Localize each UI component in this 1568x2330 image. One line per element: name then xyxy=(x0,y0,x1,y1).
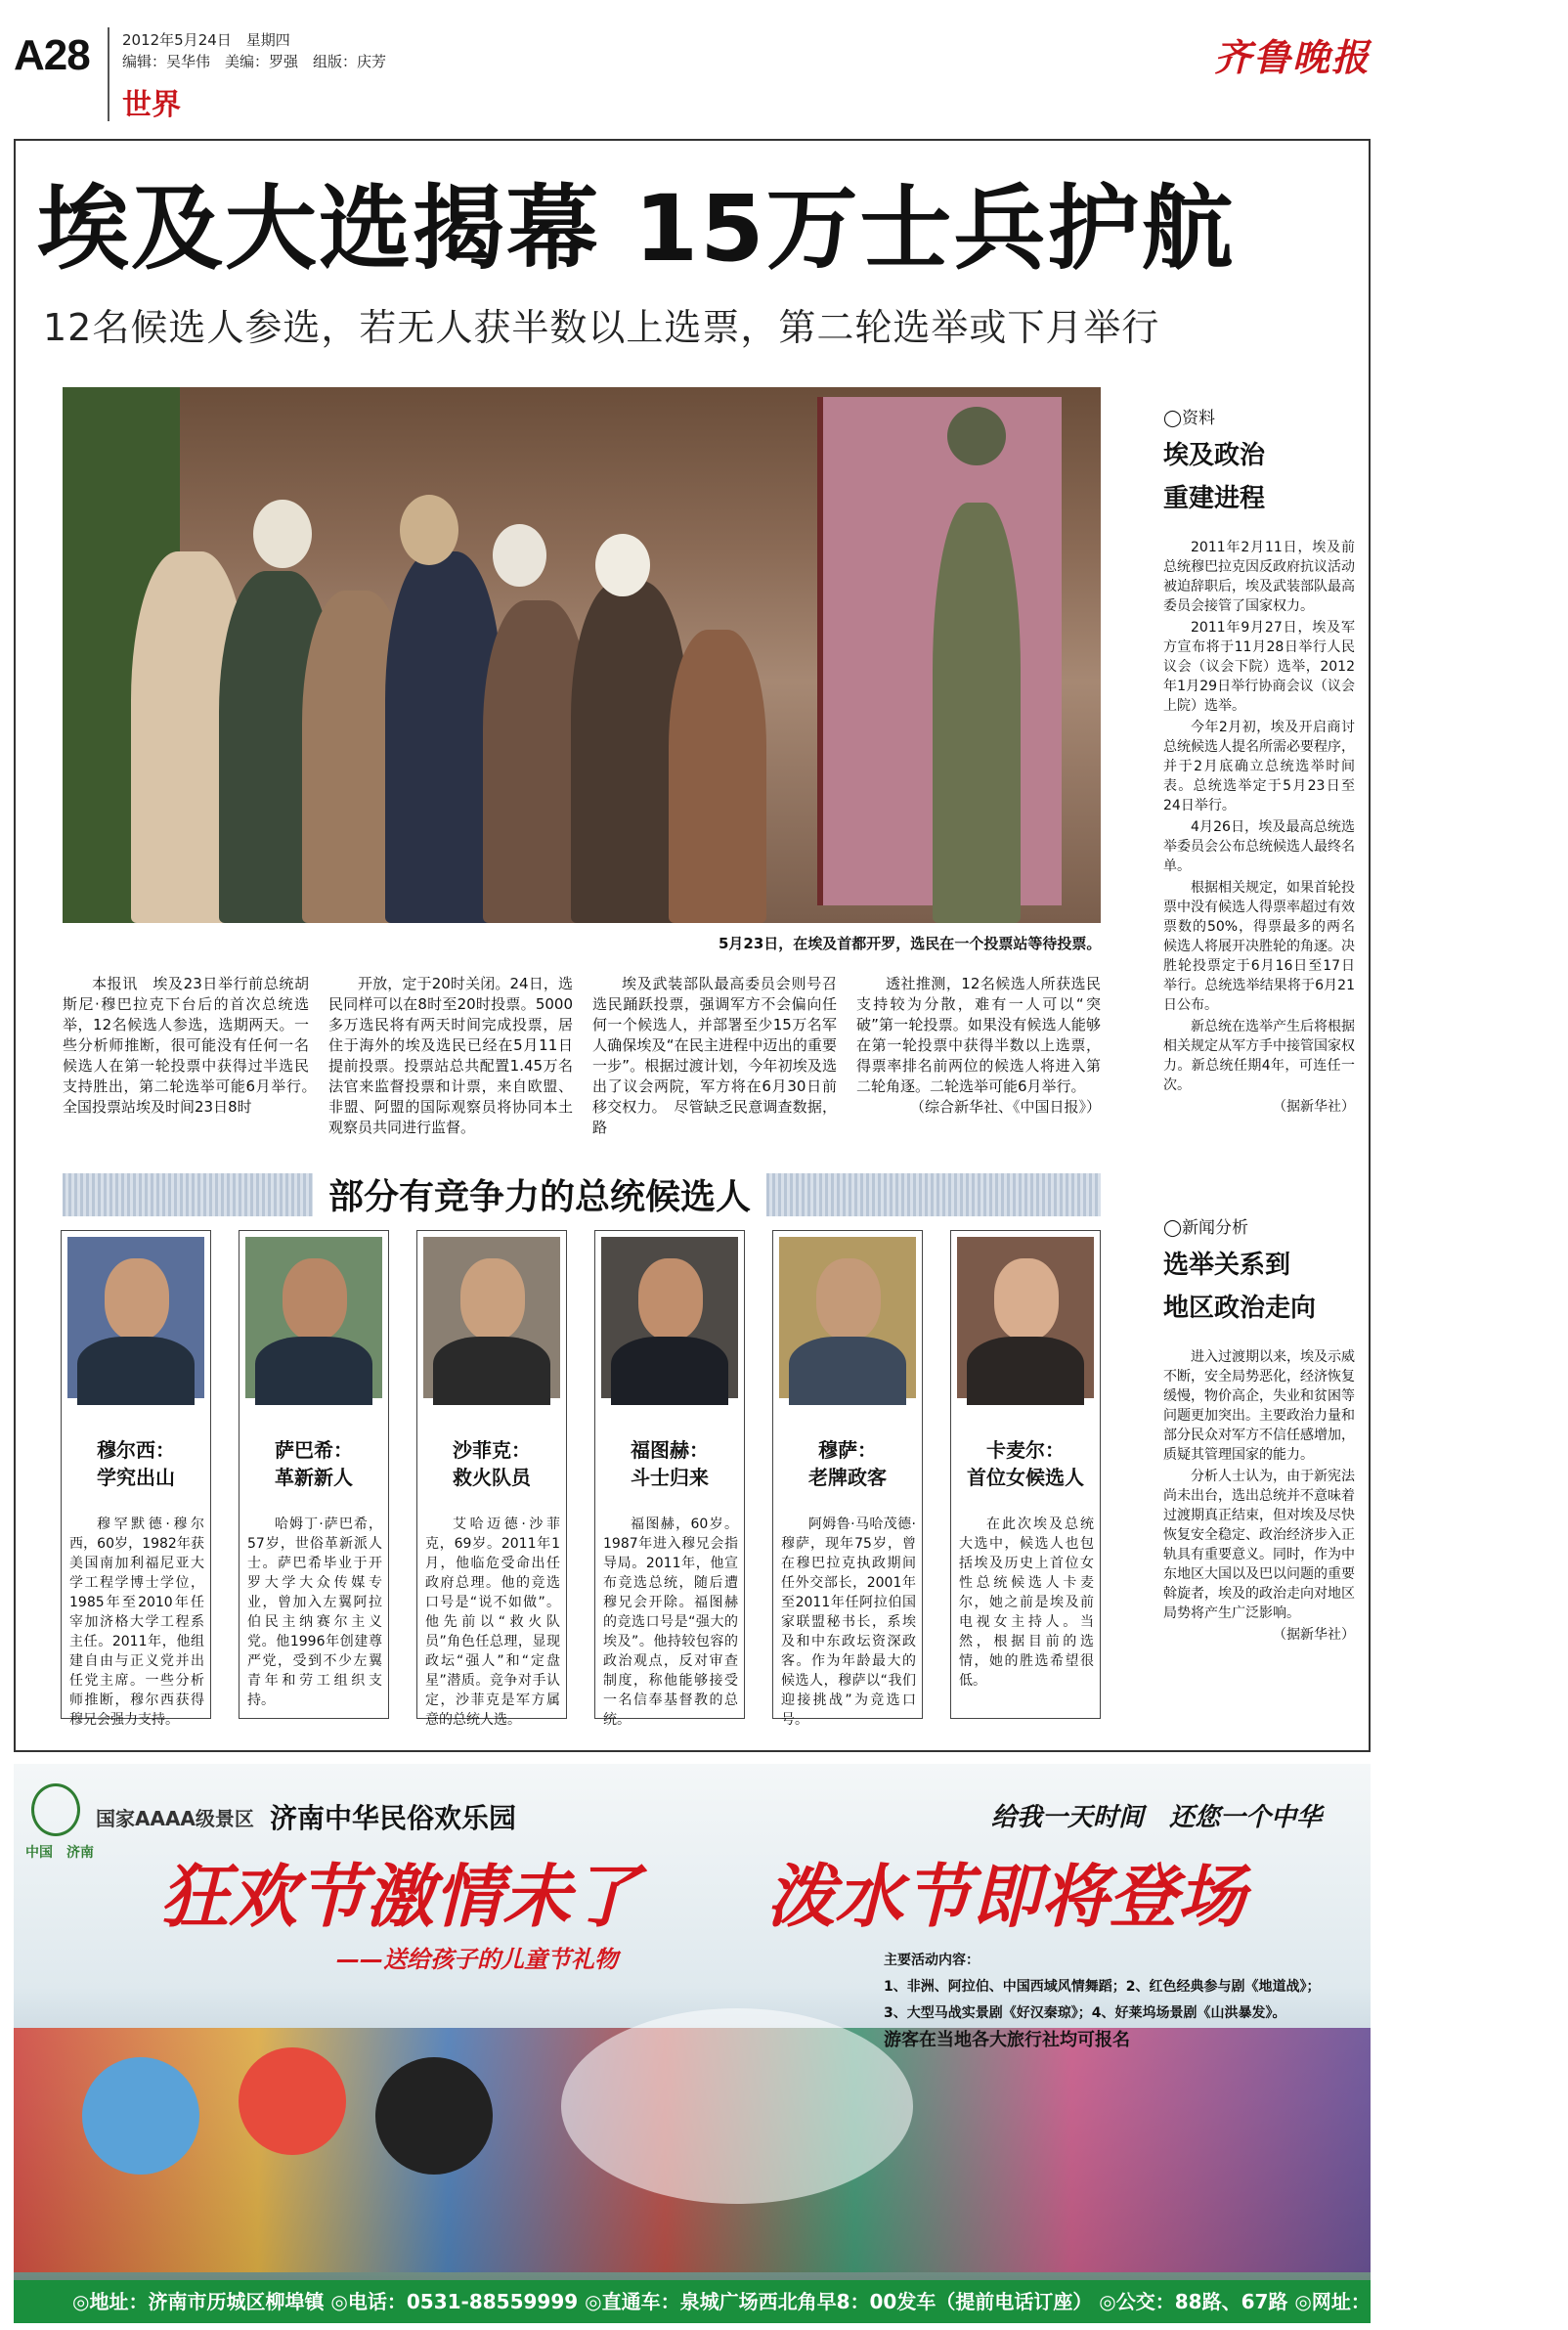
candidate-tagline: 老牌政客 xyxy=(808,1466,887,1489)
sidebar-background-info xyxy=(1163,409,1355,1117)
photo-caption: 5月23日，在埃及首都开罗，选民在一个投票站等待投票。 xyxy=(719,935,1102,952)
ad-activities xyxy=(884,1948,1320,2053)
ad-mascot xyxy=(82,2057,199,2175)
ad-water-splash xyxy=(561,2008,913,2204)
ad-activities-title: 主要活动内容： xyxy=(884,1953,980,1968)
candidate-bio: 哈姆丁·萨巴希，57岁，世俗革新派人士。萨巴希毕业于开罗大学大众传媒专业，曾加入左翼阿拉伯民主纳赛尔主义党。他1996年创建尊严党，受到不少左翼青年和劳工组织支持。 xyxy=(247,1517,382,1708)
park-logo xyxy=(31,1783,80,1836)
candidate-name: 萨巴希： xyxy=(275,1438,353,1462)
sidebar-paragraph: 2011年2月11日，埃及前总统穆巴拉克因反政府抗议活动被迫辞职后，埃及武装部队最高委员会接管了国家权力。 xyxy=(1163,540,1355,614)
photo-headscarf xyxy=(493,524,546,587)
sidebar-source: （据新华社） xyxy=(1273,1099,1355,1115)
candidate-photo xyxy=(957,1237,1094,1398)
candidate-name: 穆尔西： xyxy=(97,1438,175,1462)
advertisement xyxy=(14,1764,1568,2323)
ad-headline-water-festival: 泼水节即将登场 xyxy=(766,1857,1245,1937)
ad-childrens-day: ——送给孩子的儿童节礼物 xyxy=(336,1946,618,1973)
candidate-photo xyxy=(245,1237,382,1398)
headline: 埃及大选揭幕 15万士兵护航 xyxy=(37,176,1236,283)
ad-grade: 国家AAAA级景区 xyxy=(96,1807,254,1830)
ad-mascot xyxy=(375,2057,493,2175)
candidate-tagline: 斗士归来 xyxy=(631,1466,709,1489)
sidebar-source: （据新华社） xyxy=(1273,1627,1355,1643)
article-column-1 xyxy=(63,974,325,1118)
header-divider xyxy=(108,27,109,121)
page-header xyxy=(10,20,1378,127)
candidate-bio: 福图赫，60岁。1987年进入穆兄会指导局。2011年，他宣布竞选总统，随后遭穆兄会开除。福图赫的竞选口号是“强大的埃及”。他持较包容的政治观点，反对审查制度，称他能够接受一名信奉基督教的总统。 xyxy=(603,1517,738,1728)
article-source: （综合新华社、《中国日报》） xyxy=(909,1098,1101,1116)
ad-slogan: 给我一天时间 还您一个中华 xyxy=(991,1803,1323,1832)
candidate-photo xyxy=(779,1237,916,1398)
sidebar-body xyxy=(1163,538,1355,1117)
ad-activity: 3、大型马战实景剧《好汉秦琼》；4、好莱坞场景剧《山洪暴发》。 xyxy=(884,2005,1286,2021)
main-photo xyxy=(63,387,1101,923)
candidate-bio: 艾哈迈德·沙菲克，69岁。2011年1月，他临危受命出任政府总理。他的竞选口号是“说不如做”。他先前以“救火队员”角色任总理，显现政坛“强人”和“定盘星”潜质。竞争对手认定，沙菲克是军方属意的总统人选。 xyxy=(425,1517,560,1728)
ad-activity: 1、非洲、阿拉伯、中国西域风情舞蹈；2、红色经典参与剧《地道战》； xyxy=(884,1979,1321,1995)
sidebar-body xyxy=(1163,1347,1355,1645)
candidate-tagline: 首位女候选人 xyxy=(967,1466,1084,1489)
candidate-card xyxy=(416,1230,567,1728)
ad-activities-note: 游客在当地各大旅行社均可报名 xyxy=(884,2030,1130,2050)
candidate-photo xyxy=(601,1237,738,1398)
candidate-name: 福图赫： xyxy=(631,1438,709,1462)
sidebar-title-line: 选举关系到 xyxy=(1163,1251,1291,1280)
candidate-photo xyxy=(67,1237,204,1398)
photo-voter xyxy=(669,630,766,923)
sidebar-title xyxy=(1163,434,1355,520)
candidate-card xyxy=(950,1230,1101,1719)
article-text: 透社推测，12名候选人所获选民支持较为分散，难有一人可以“突破”第一轮投票。如果没有候选人能够在第一轮投票中获得半数以上选票，得票率排名前两位的候选人将进入第二轮角逐。二轮选举可能6月举行。 xyxy=(856,975,1101,1095)
ad-mascot xyxy=(239,2047,346,2155)
header-meta xyxy=(122,29,386,72)
article-text: 本报讯 埃及23日举行前总统胡斯尼·穆巴拉克下台后的首次总统选举，12名候选人参选，选期两天。一些分析师推断，很可能没有任何一名候选人在第一轮投票中获得过半选民支持胜出，第二轮选举可能6月举行。 全国投票站埃及时间23日8时 xyxy=(63,975,325,1116)
candidate-bio: 阿姆鲁·马哈茂德·穆萨，现年75岁，曾在穆巴拉克执政期间任外交部长，2001年至2011年任阿拉伯国家联盟秘书长，系埃及和中东政坛资深政客。作为年龄最大的候选人，穆萨以“我们迎接挑战”为竞选口号。 xyxy=(781,1517,916,1728)
photo-headscarf xyxy=(400,495,458,565)
sidebar-tag: ◯新闻分析 xyxy=(1163,1218,1249,1238)
photo-soldier xyxy=(933,503,1021,923)
candidate-card xyxy=(772,1230,923,1728)
ad-park-name: 济南中华民俗欢乐园 xyxy=(270,1802,517,1834)
candidate-photo xyxy=(423,1237,560,1398)
candidate-card xyxy=(61,1230,211,1728)
article-text: 埃及武装部队最高委员会则号召选民踊跃投票，强调军方不会偏向任何一个候选人，并部署至少15万名军人确保埃及“在民主进程中迈出的重要一步”。根据过渡计划，今年初埃及选出了议会两院，军方将在6月30日前移交权力。 尽管缺乏民意调查数据，路 xyxy=(592,975,837,1136)
candidate-tagline: 学究出山 xyxy=(97,1466,175,1489)
sidebar-title-line: 埃及政治 xyxy=(1163,441,1266,470)
sidebar-paragraph: 4月26日，埃及最高总统选举委员会公布总统候选人最终名单。 xyxy=(1163,819,1355,874)
candidate-card xyxy=(594,1230,745,1728)
sidebar-paragraph: 根据相关规定，如果首轮投票中没有候选人得票率超过有效票数的50%，得票最多的两名候选人将展开决胜轮的角逐。决胜轮投票定于6月16日至17日举行。总统选举结果将于6月21日公布。 xyxy=(1163,880,1355,1013)
candidate-tagline: 革新新人 xyxy=(275,1466,353,1489)
sidebar-title-line: 重建进程 xyxy=(1163,484,1266,513)
ad-headline-carnival: 狂欢节激情未了 xyxy=(160,1857,639,1937)
candidate-name: 穆萨： xyxy=(818,1438,877,1462)
masthead-logo: 齐鲁晚报 xyxy=(1213,35,1371,79)
article-column-3 xyxy=(592,974,837,1138)
subheadline: 12名候选人参选，若无人获半数以上选票，第二轮选举或下月举行 xyxy=(43,306,1160,349)
candidate-bio: 在此次埃及总统大选中，候选人也包括埃及历史上首位女性总统候选人卡麦尔，她之前是埃及前电视女主持人。当然，根据目前的选情，她的胜选希望很低。 xyxy=(959,1517,1094,1689)
photo-headscarf xyxy=(595,534,650,596)
sidebar-analysis xyxy=(1163,1218,1355,1645)
sidebar-paragraph: 进入过渡期以来，埃及示威不断，安全局势恶化，经济恢复缓慢，物价高企，失业和贫困等问题更加突出。主要政治力量和部分民众对军方不信任感增加，质疑其管理国家的能力。 xyxy=(1163,1349,1355,1463)
candidate-card xyxy=(239,1230,389,1719)
sidebar-title xyxy=(1163,1244,1355,1330)
article-column-4 xyxy=(856,974,1101,1118)
sidebar-tag: ◯资料 xyxy=(1163,409,1216,428)
ad-contact-bar: ◎地址：济南市历城区柳埠镇 ◎电话：0531-88559999 ◎直通车：泉城广场西北角早8：00发车（提前电话订座） ◎公交：88路、67路 ◎网址：www.9dingta.com xyxy=(14,2280,1371,2323)
ad-location: 中国 济南 xyxy=(25,1845,94,1861)
candidate-name: 沙菲克： xyxy=(453,1438,531,1462)
candidates-title: 部分有竞争力的总统候选人 xyxy=(313,1169,766,1219)
candidate-bio: 穆罕默德·穆尔西，60岁，1982年获美国南加利福尼亚大学工程学博士学位，1985年至2010年任宰加济格大学工程系主任。2011年，他组建自由与正义党并出任党主席。一些分析师推断，穆尔西获得穆兄会强力支持。 xyxy=(69,1517,204,1728)
candidate-tagline: 救火队员 xyxy=(453,1466,531,1489)
sidebar-paragraph: 新总统在选举产生后将根据相关规定从军方手中接管国家权力。新总统任期4年，可连任一次。 xyxy=(1163,1019,1355,1093)
article-column-2 xyxy=(328,974,573,1138)
sidebar-paragraph: 分析人士认为，由于新宪法尚未出台，选出总统并不意味着过渡期真正结束，但对埃及尽快恢复安全稳定、政治经济步入正轨具有重要意义。同时，作为中东地区大国以及巴以问题的重要斡旋者，埃及的政治走向对地区局势将产生广泛影响。 xyxy=(1163,1469,1355,1621)
article-text: 开放，定于20时关闭。24日，选民同样可以在8时至20时投票。5000多万选民将有两天时间完成投票，居住于海外的埃及选民已经在5月11日提前投票。投票站总共配置1.45万名法官来监督投票和计票，来自欧盟、非盟、阿盟的国际观察员将协同本土观察员共同进行监督。 xyxy=(328,975,573,1136)
photo-headscarf xyxy=(253,500,312,568)
sidebar-paragraph: 2011年9月27日，埃及军方宣布将于11月28日举行人民议会（议会下院）选举，2012年1月29日举行协商会议（议会上院）选举。 xyxy=(1163,620,1355,714)
editor-credits: 编辑：吴华伟 美编：罗强 组版：庆芳 xyxy=(122,53,387,70)
page-number: A28 xyxy=(14,31,90,79)
candidate-name: 卡麦尔： xyxy=(986,1438,1065,1462)
issue-date: 2012年5月24日 星期四 xyxy=(122,31,290,49)
section-label: 世界 xyxy=(122,88,181,122)
sidebar-title-line: 地区政治走向 xyxy=(1163,1294,1317,1323)
sidebar-paragraph: 今年2月初，埃及开启商讨总统候选人提名所需必要程序，并于2月底确立总统选举时间表。总统选举定于5月23日至24日举行。 xyxy=(1163,720,1355,813)
photo-helmet xyxy=(947,407,1006,465)
